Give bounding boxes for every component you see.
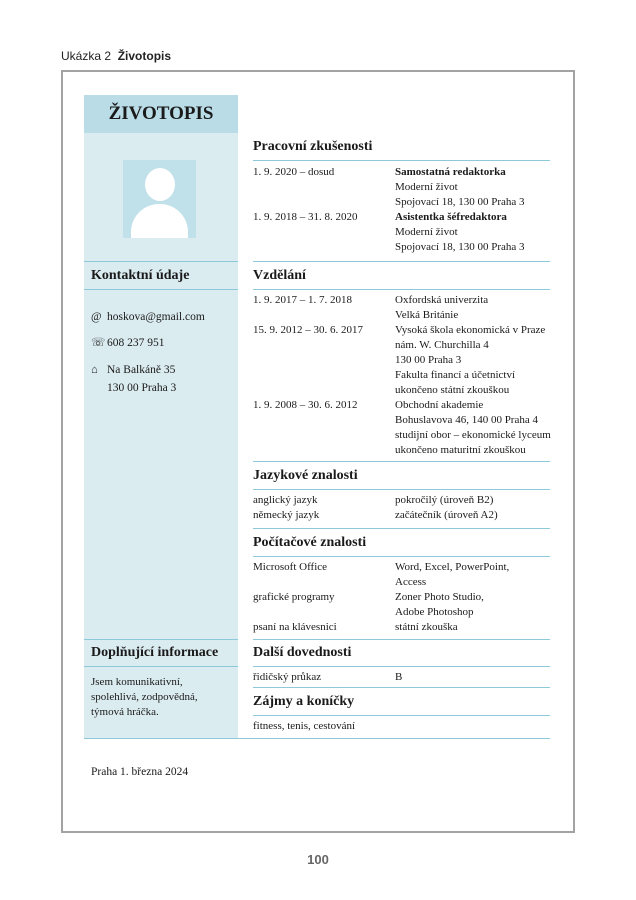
cv-document — [84, 95, 550, 739]
right-column — [238, 95, 550, 739]
language-level: pokročilý (úroveň B2) — [395, 494, 494, 506]
avatar-placeholder-icon — [123, 160, 196, 238]
hobbies-text: fitness, tenis, cestování — [253, 720, 356, 732]
work-period: 1. 9. 2020 – dosud — [253, 166, 335, 178]
education-line: Obchodní akademie — [395, 399, 484, 411]
home-icon: ⌂ — [91, 364, 98, 376]
contact-email: @ hoskova@gmail.com — [91, 311, 205, 323]
contact-phone: ☏ 608 237 951 — [91, 337, 165, 349]
computer-detail: Access — [395, 576, 427, 588]
page-header — [61, 49, 171, 63]
computer-detail: Word, Excel, PowerPoint, — [395, 561, 510, 573]
computer-detail: Adobe Photoshop — [395, 606, 474, 618]
work-position: Asistentka šéfredaktora — [395, 211, 507, 223]
education-line: nám. W. Churchilla 4 — [395, 339, 489, 351]
languages-heading: Jazykové znalosti — [253, 461, 550, 490]
education-line: ukončeno státní zkouškou — [395, 384, 510, 396]
education-line: Bohuslavova 46, 140 00 Praha 4 — [395, 414, 538, 426]
education-line: ukončeno maturitní zkouškou — [395, 444, 526, 456]
email-icon: @ — [91, 311, 102, 323]
computer-detail: Zoner Photo Studio, — [395, 591, 484, 603]
education-line: Fakulta financí a účetnictví — [395, 369, 516, 381]
work-address: Spojovací 18, 130 00 Praha 3 — [395, 241, 525, 253]
skills-heading: Další dovednosti — [253, 639, 550, 667]
cv-title: ŽIVOTOPIS — [84, 95, 238, 133]
example-title: Životopis — [117, 49, 172, 63]
computer-skill: grafické programy — [253, 591, 335, 603]
computer-skill: Microsoft Office — [253, 561, 328, 573]
education-line: 130 00 Praha 3 — [395, 354, 462, 366]
computer-skill: psaní na klávesnici — [253, 621, 337, 633]
work-company: Moderní život — [395, 226, 458, 238]
work-period: 1. 9. 2018 – 31. 8. 2020 — [253, 211, 358, 223]
education-period: 15. 9. 2012 – 30. 6. 2017 — [253, 324, 363, 336]
work-company: Moderní život — [395, 181, 458, 193]
work-position: Samostatná redaktorka — [395, 166, 506, 178]
extra-info-heading: Doplňující informace — [84, 639, 238, 667]
left-column — [84, 95, 238, 739]
work-heading: Pracovní zkušenosti — [253, 133, 550, 161]
computer-detail: státní zkouška — [395, 621, 458, 633]
education-line: Vysoká škola ekonomická v Praze — [395, 324, 546, 336]
page-number: 100 — [307, 852, 329, 867]
skill-value: B — [395, 671, 403, 683]
education-period: 1. 9. 2017 – 1. 7. 2018 — [253, 294, 352, 306]
contact-address: ⌂ Na Balkáně 35 — [91, 364, 176, 376]
language-name: německý jazyk — [253, 509, 320, 521]
language-name: anglický jazyk — [253, 494, 318, 506]
example-label: Ukázka 2 — [61, 49, 112, 63]
education-line: Velká Británie — [395, 309, 459, 321]
table-bottom-divider — [84, 738, 550, 739]
hobbies-heading: Zájmy a koníčky — [253, 687, 550, 716]
extra-info-text: Jsem komunikativní, spolehlivá, zodpovědná, týmová hráčka. — [91, 676, 198, 718]
language-level: začátečník (úroveň A2) — [395, 509, 498, 521]
education-heading: Vzdělání — [253, 261, 550, 290]
education-line: Oxfordská univerzita — [395, 294, 489, 306]
skill-name: řidičský průkaz — [253, 671, 322, 683]
work-address: Spojovací 18, 130 00 Praha 3 — [395, 196, 525, 208]
education-period: 1. 9. 2008 – 30. 6. 2012 — [253, 399, 358, 411]
education-line: studijní obor – ekonomické lyceum — [395, 429, 551, 441]
computer-heading: Počítačové znalosti — [253, 528, 550, 557]
phone-icon: ☏ — [91, 337, 106, 349]
contact-address-city: 130 00 Praha 3 — [107, 382, 177, 394]
contact-heading: Kontaktní údaje — [84, 261, 238, 290]
signature-date: Praha 1. března 2024 — [91, 766, 189, 778]
